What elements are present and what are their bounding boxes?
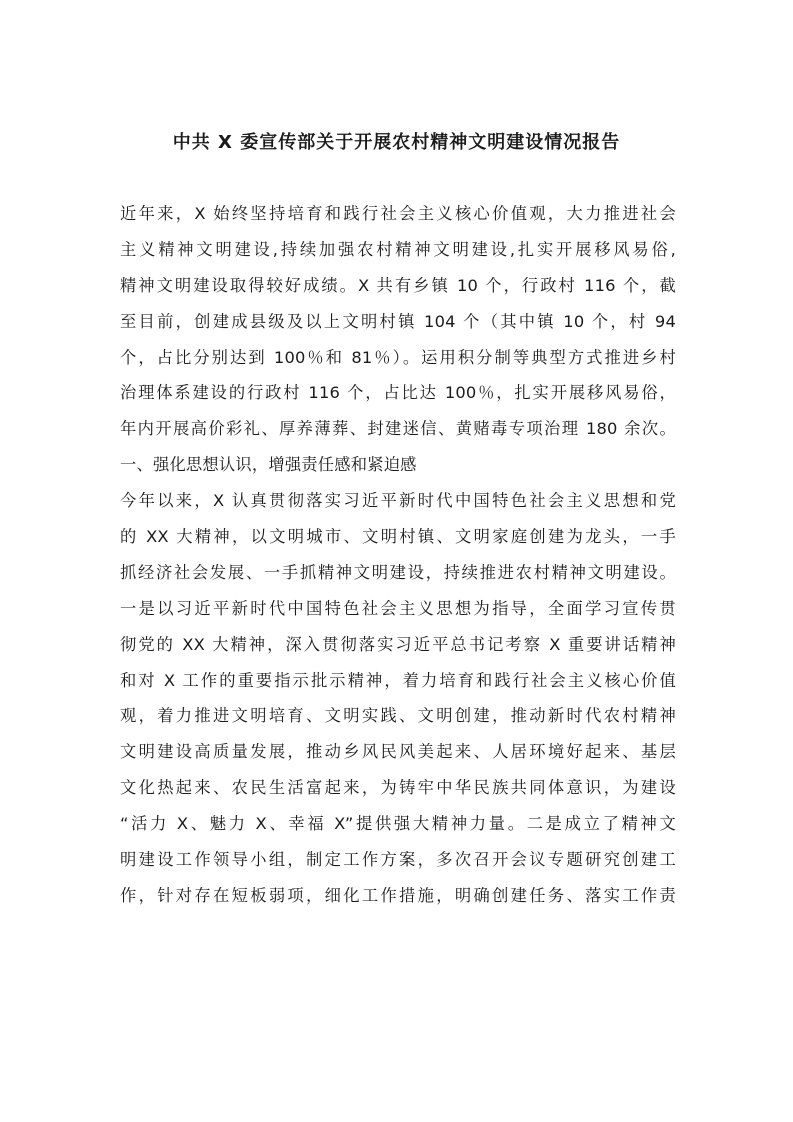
- body-line: 一是以习近平新时代中国特色社会主义思想为指导，全面学习宣传贯: [120, 598, 676, 618]
- body-line: 年内开展高价彩礼、厚养薄葬、封建迷信、黄赌毒专项治理 180 余次。: [120, 419, 676, 439]
- body-line: 今年以来，X 认真贯彻落实习近平新时代中国特色社会主义思想和党: [120, 491, 676, 511]
- body-line: 文明建设高质量发展，推动乡风民风美起来、人居环境好起来、基层: [120, 742, 676, 762]
- document-body: [120, 196, 676, 914]
- body-line: “活力 X、魅力 X、幸福 X”提供强大精神力量。二是成立了精神文: [120, 814, 676, 834]
- body-line: 文化热起来、农民生活富起来，为铸牢中华民族共同体意识，为建设: [120, 778, 676, 798]
- document-title: 中共 X 委宣传部关于开展农村精神文明建设情况报告: [172, 132, 621, 153]
- body-line: 精神文明建设取得较好成绩。X 共有乡镇 10 个，行政村 116 个，截: [120, 275, 676, 295]
- body-line: 的 XX 大精神，以文明城市、文明村镇、文明家庭创建为龙头，一手: [120, 527, 676, 547]
- body-line: 明建设工作领导小组，制定工作方案，多次召开会议专题研究创建工: [120, 850, 676, 870]
- body-line: 彻党的 XX 大精神，深入贯彻落实习近平总书记考察 X 重要讲话精神: [120, 634, 676, 654]
- body-line: 观，着力推进文明培育、文明实践、文明创建，推动新时代农村精神: [120, 706, 676, 726]
- section-heading: 一、强化思想认识，增强责任感和紧迫感: [120, 455, 417, 475]
- body-line: 治理体系建设的行政村 116 个，占比达 100％，扎实开展移风易俗，: [120, 383, 676, 403]
- body-line: 抓经济社会发展、一手抓精神文明建设，持续推进农村精神文明建设。: [120, 562, 676, 582]
- body-line: 主义精神文明建设,持续加强农村精神文明建设,扎实开展移风易俗,: [120, 239, 676, 259]
- body-line: 至目前，创建成县级及以上文明村镇 104 个（其中镇 10 个，村 94: [120, 311, 676, 331]
- body-line: 近年来，X 始终坚持培育和践行社会主义核心价值观，大力推进社会: [120, 204, 676, 223]
- body-line: 个，占比分别达到 100％和 81％）。运用积分制等典型方式推进乡村: [120, 347, 676, 367]
- body-line: 作，针对存在短板弱项，细化工作措施，明确创建任务、落实工作责: [120, 885, 676, 905]
- body-line: 和对 X 工作的重要指示批示精神，着力培育和践行社会主义核心价值: [120, 670, 676, 690]
